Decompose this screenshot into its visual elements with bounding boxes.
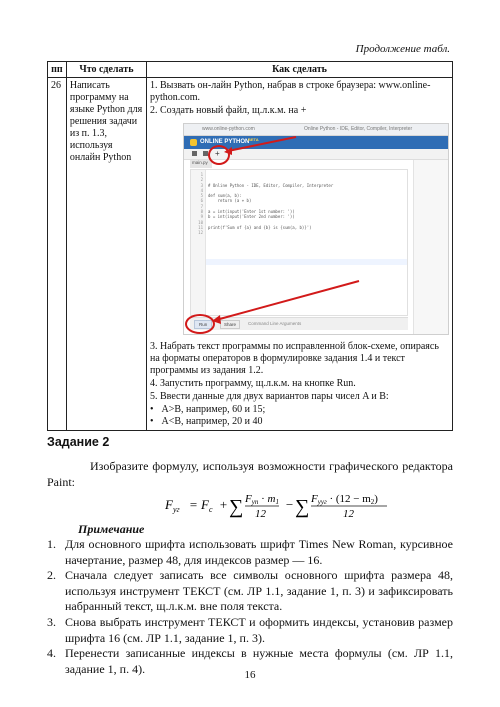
line-number: 7 [200, 203, 203, 209]
note-num: 2. [47, 568, 56, 583]
instruction-table [47, 61, 453, 431]
continuation-label: Продолжение табл. [355, 43, 450, 55]
f1-den: 12 [255, 508, 266, 519]
file-tab-label: main.py [192, 160, 208, 165]
page-number: 16 [244, 669, 256, 681]
col-header-how: Как сделать [147, 62, 453, 78]
note-text: Для основного шрифта использовать шрифт Times New Roman, курсивное начертание, размер 48, для индексов размер — 16. [65, 537, 453, 567]
bullet-1 [150, 404, 449, 416]
note-num: 3. [47, 614, 56, 629]
f-term1: F [201, 497, 209, 512]
f1-m: m [267, 493, 276, 505]
line-number: 1 [200, 172, 203, 177]
f2-F-sub: ууг [317, 498, 327, 506]
bullet-1-text: A>B, например, 60 и 15; [161, 404, 266, 415]
task-heading: Задание 2 [47, 435, 110, 449]
task-text [47, 458, 453, 490]
note-title: Примечание [78, 522, 145, 536]
browser-url: www.online-python.com [202, 126, 255, 132]
new-file-plus-button[interactable]: + [215, 149, 220, 158]
line-number: 11 [198, 224, 203, 230]
browser-tab-title: Online Python - IDE, Editor, Compiler, Interpreter [304, 126, 413, 132]
annotation-arrows [184, 124, 448, 334]
f2-rest-a: (12 − m [335, 493, 371, 505]
svg-text:Fууг · (12 − m2): Fууг · (12 − m2) [311, 493, 378, 506]
step-4: 4. Запустить программу, щ.л.к.м. на кнопке Run. [150, 378, 356, 389]
step-3: 3. Набрать текст программы по исправленной блок-схеме, опираясь на форматы операторов в формулировке задания 1.4 и текст программы из задания 1.2. [150, 341, 439, 376]
arrow-to-plus [228, 137, 296, 151]
f1-F-sub: уп [251, 498, 259, 506]
command-args-field[interactable]: Command Line Arguments [248, 321, 302, 326]
row-number: 26 [48, 78, 67, 431]
f2-F: F [311, 493, 318, 505]
col-header-number: пп [48, 62, 67, 78]
bullet-2-text: A<B, например, 20 и 40 [161, 416, 263, 427]
f2-rest-sub: 2 [370, 498, 375, 506]
code-text: # Online Python - IDE, Editor, Compiler, Interpreter def sum(a, b): return (a + b) a = int(input('Enter 1st number: ')) b = int(input('Enter 2nd number: ')) print(f'Sum of {a} and {b} is {sum(a, b)}') [208, 182, 334, 230]
formula [165, 491, 395, 523]
line-number: 6 [200, 198, 203, 204]
svg-text:Fс [200, 497, 213, 514]
note-text: Сначала следует записать все символы основного шрифта размера 48, используя инструмент ТЕКСТ (см. ЛР 1.1, задание 1, п. 3) и зафиксировать набранный текст, щ.л.к.м. вне поля текста. [65, 568, 453, 614]
line-number: 8 [200, 209, 203, 215]
f-sum1: ∑ [229, 496, 244, 518]
note-item [47, 568, 453, 615]
run-button[interactable]: Run [194, 320, 212, 329]
f1-m-sub: 1 [275, 498, 279, 506]
col-header-what: Что сделать [66, 62, 146, 78]
line-number: 12 [198, 230, 203, 236]
svg-text:Fуг [165, 497, 180, 514]
note-item [47, 537, 453, 568]
f2-rest-b: ) [374, 493, 378, 505]
line-number: 3 [200, 182, 203, 188]
f-term1-sub: с [208, 505, 213, 514]
f2-den: 12 [343, 508, 354, 519]
arrow-head-plus [224, 147, 232, 155]
line-number: 9 [200, 214, 203, 220]
note-list [47, 537, 453, 677]
step-1: 1. Вызвать он-лайн Python, набрав в строке браузера: www.online-python.com. [150, 80, 431, 103]
note-text: Снова выбрать инструмент ТЕКСТ и оформить индексы, установив размер шрифта 16 (см. ЛР 1.1, задание 1, п. 3). [65, 614, 453, 645]
beta-badge: BETA [248, 137, 259, 142]
app-name: ONLINE PYTHON [200, 139, 250, 145]
f-lhs: F [165, 497, 173, 512]
f-eq: = [189, 497, 198, 512]
bullet-dot-icon: • [150, 416, 154, 427]
row-how [147, 78, 453, 431]
f-sum2: ∑ [295, 496, 310, 518]
formula-svg [165, 491, 395, 519]
note-text: Перенести записанные индексы в нужные места формулы (см. ЛР 1.1, задание 1, п. 4). [65, 646, 453, 676]
f-minus: − [285, 497, 294, 512]
note-num: 4. [47, 646, 56, 661]
line-number: 4 [200, 187, 203, 193]
step-5: 5. Ввести данные для двух вариантов пары чисел A и B: [150, 391, 389, 402]
line-number: 10 [198, 219, 203, 225]
bullet-dot-icon: • [150, 404, 154, 415]
note-item [47, 615, 453, 646]
screenshot-online-python [183, 123, 449, 335]
arrow-to-run [216, 281, 359, 320]
svg-text:Fуп · m1: Fуп · m1 [245, 493, 279, 506]
bullet-2 [150, 416, 449, 428]
line-number: 5 [200, 193, 203, 199]
line-number: 2 [200, 177, 203, 183]
row-what: Написать программу на языке Python для решения задачи из п. 1.3, используя онлайн Python [66, 78, 146, 431]
f-plus: + [219, 497, 228, 512]
f1-F: F [245, 493, 252, 505]
note-num: 1. [47, 537, 56, 551]
task-text-body: Изобразите формулу, используя возможности графического редактора Paint: [47, 459, 453, 489]
step-2: 2. Создать новый файл, щ.л.к.м. на + [150, 105, 307, 116]
arrow-head-run [212, 315, 221, 324]
share-button[interactable]: Share [220, 320, 240, 329]
f-lhs-sub: уг [172, 505, 180, 514]
